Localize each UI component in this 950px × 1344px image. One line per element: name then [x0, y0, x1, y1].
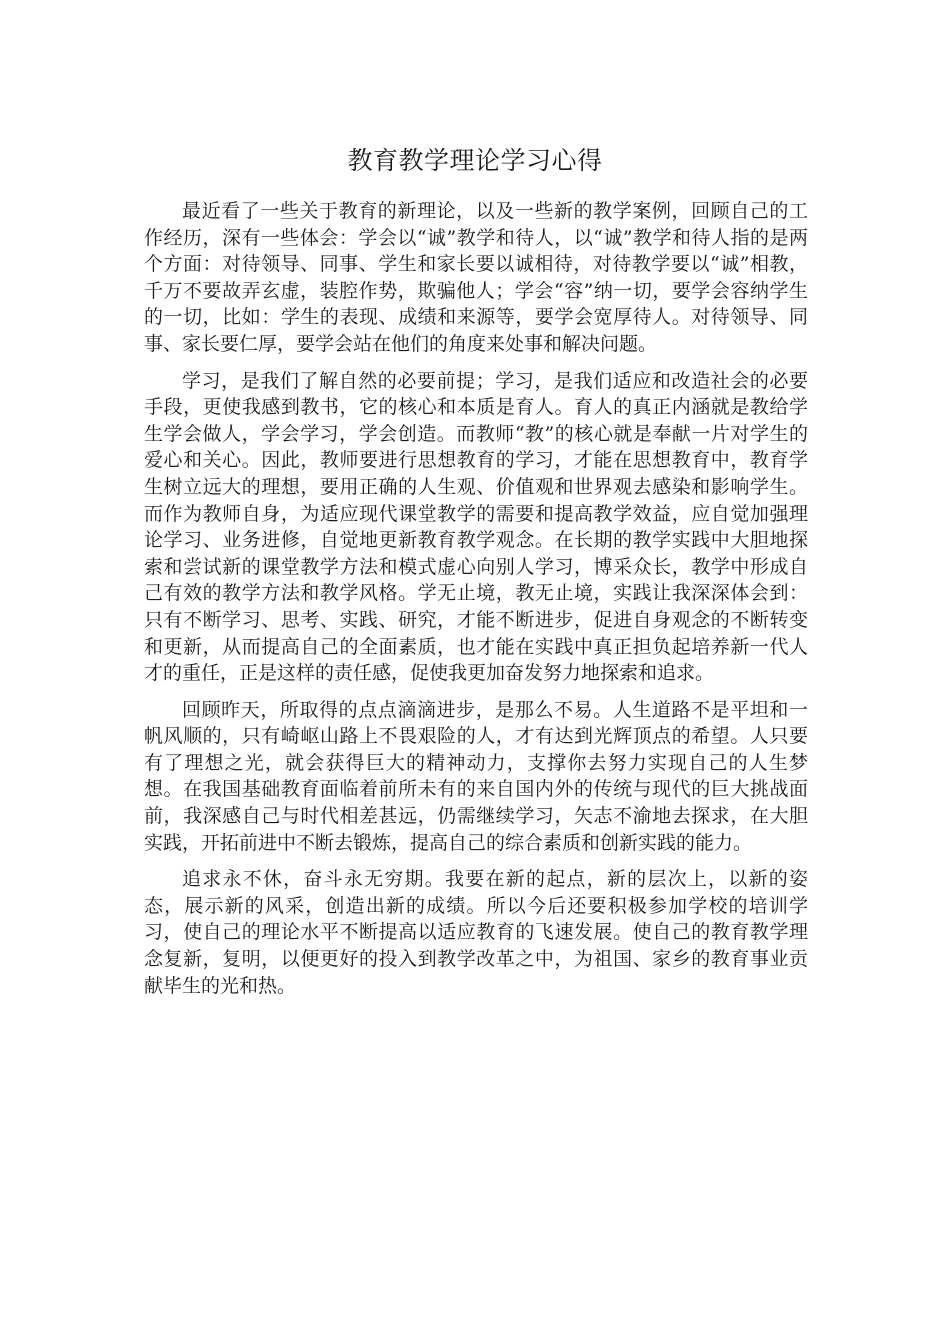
paragraph-3: 回顾昨天，所取得的点点滴滴进步，是那么不易。人生道路不是平坦和一帆风顺的，只有崎岖山路上不畏艰险的人，才有达到光辉顶点的希望。人只要有了理想之光，就会获得巨大的精神动力，支撑你去努力实现自己的人生梦想。在我国基础教育面临着前所未有的来自国内外的传统与现代的巨大挑战面前，我深感自己与时代相差甚远，仍需继续学习，矢志不渝地去探求，在大胆实践，开拓前进中不断去锻炼，提高自己的综合素质和创新实践的能力。	[144, 698, 808, 854]
paragraph-1: 最近看了一些关于教育的新理论，以及一些新的教学案例，回顾自己的工作经历，深有一些体会：学会以“诚”教学和待人，以“诚”教学和待人指的是两个方面：对待领导、同事、学生和家长要以诚相待，对待教学要以“诚”相教，千万不要故弄玄虚，装腔作势，欺骗他人；学会“容”纳一切，要学会容纳学生的一切，比如：学生的表现、成绩和来源等，要学会宽厚待人。对待领导、同事、家长要仁厚，要学会站在他们的角度来处事和解决问题。	[144, 200, 808, 355]
document-title: 教育教学理论学习心得	[347, 146, 603, 175]
paragraph-2: 学习，是我们了解自然的必要前提；学习，是我们适应和改造社会的必要手段，更使我感到教书，它的核心和本质是育人。育人的真正内涵就是教给学生学会做人，学会学习，学会创造。而教师“教”的核心就是奉献一片对学生的爱心和关心。因此，教师要进行思想教育的学习，才能在思想教育中，教育学生树立远大的理想，要用正确的人生观、价值观和世界观去感染和影响学生。而作为教师自身，为适应现代课堂教学的需要和提高教学效益，应自觉加强理论学习、业务进修，自觉地更新教育教学观念。在长期的教学实践中大胆地探索和尝试新的课堂教学方法和模式虚心向别人学习，博采众长，教学中形成自己有效的教学方法和教学风格。学无止境，教无止境，实践让我深深体会到：只有不断学习、思考、实践、研究，才能不断进步，促进自身观念的不断转变和更新，从而提高自己的全面素质，也才能在实践中真正担负起培养新一代人才的重任，正是这样的责任感，促使我更加奋发努力地探索和追求。	[144, 369, 808, 685]
document-body	[144, 198, 808, 1009]
paragraph-4: 追求永不休，奋斗永无穷期。我要在新的起点，新的层次上，以新的姿态，展示新的风采，创造出新的成绩。所以今后还要积极参加学校的培训学习，使自己的理论水平不断提高以适应教育的飞速发展。使自己的教育教学理念复新，复明，以便更好的投入到教学改革之中，为祖国、家乡的教育事业贡献毕生的光和热。	[144, 868, 808, 997]
